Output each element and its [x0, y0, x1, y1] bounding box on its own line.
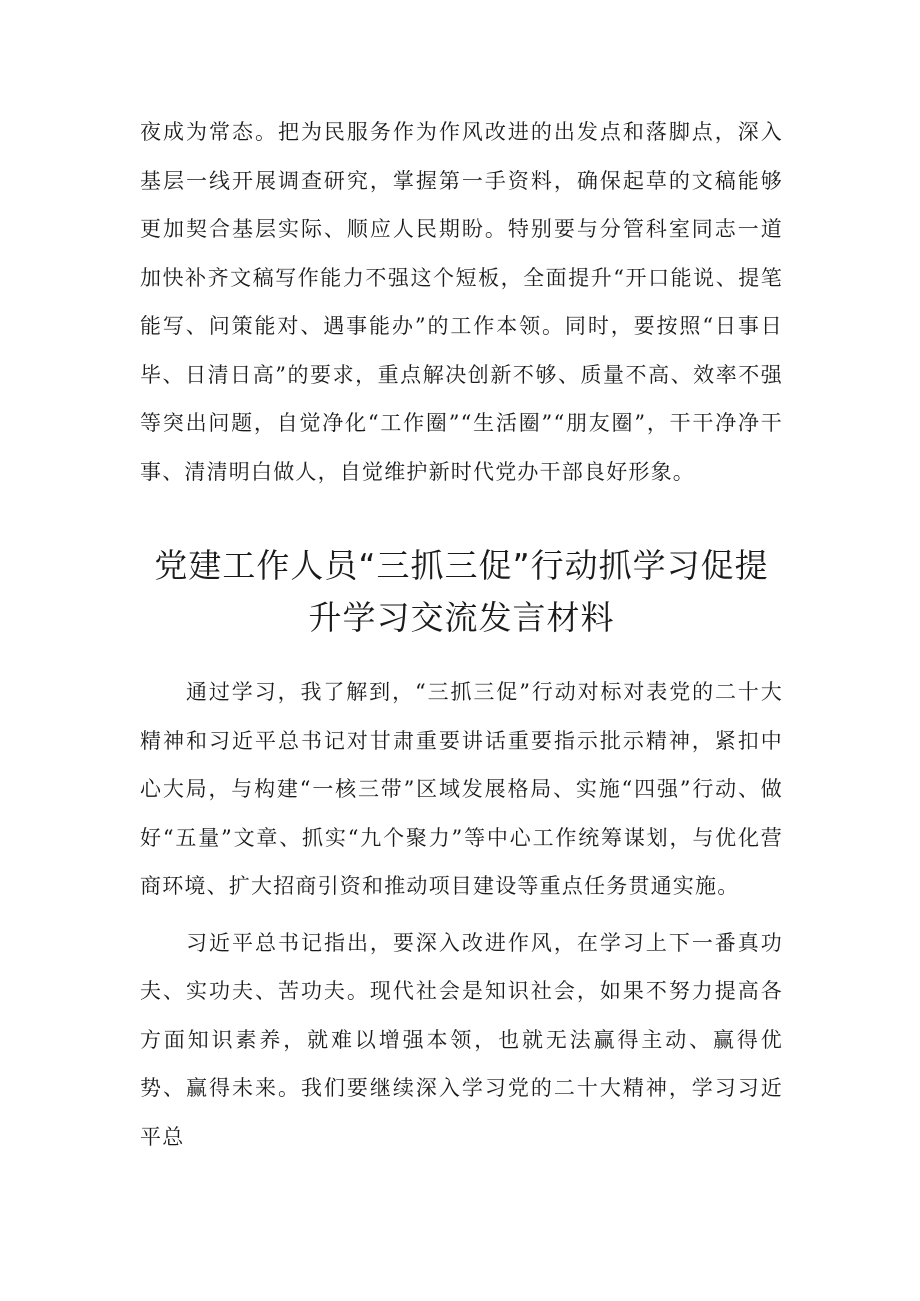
document-page [140, 108, 783, 1161]
continuation-paragraph: 夜成为常态。把为民服务作为作风改进的出发点和落脚点，深入基层一线开展调查研究，掌握第一手资料，确保起草的文稿能够更加契合基层实际、顺应人民期盼。特别要与分管科室同志一道加快补齐文稿写作能力不强这个短板，全面提升“开口能说、提笔能写、问策能对、遇事能办”的工作本领。同时，要按照“日事日毕、日清日高”的要求，重点解决创新不够、质量不高、效率不强等突出问题，自觉净化“工作圈”“生活圈”“朋友圈”，干干净净干事、清清明白做人，自觉维护新时代党办干部良好形象。 [140, 120, 783, 484]
body-paragraph-1: 通过学习，我了解到，“三抓三促”行动对标对表党的二十大精神和习近平总书记对甘肃重要讲话重要指示批示精神，紧扣中心大局，与构建“一核三带”区域发展格局、实施“四强”行动、做好“五量”文章、抓实“九个聚力”等中心工作统筹谋划，与优化营商环境、扩大招商引资和推动项目建设等重点任务贯通实施。 [140, 680, 783, 898]
document-title: 党建工作人员“三抓三促”行动抓学习促提升学习交流发言材料 [154, 546, 769, 637]
body-paragraph-2: 习近平总书记指出，要深入改进作风，在学习上下一番真功夫、实功夫、苦功夫。现代社会是知识社会，如果不努力提高各方面知识素养，就难以增强本领，也就无法赢得主动、赢得优势、赢得未来。我们要继续深入学习党的二十大精神，学习习近平总 [140, 930, 783, 1149]
